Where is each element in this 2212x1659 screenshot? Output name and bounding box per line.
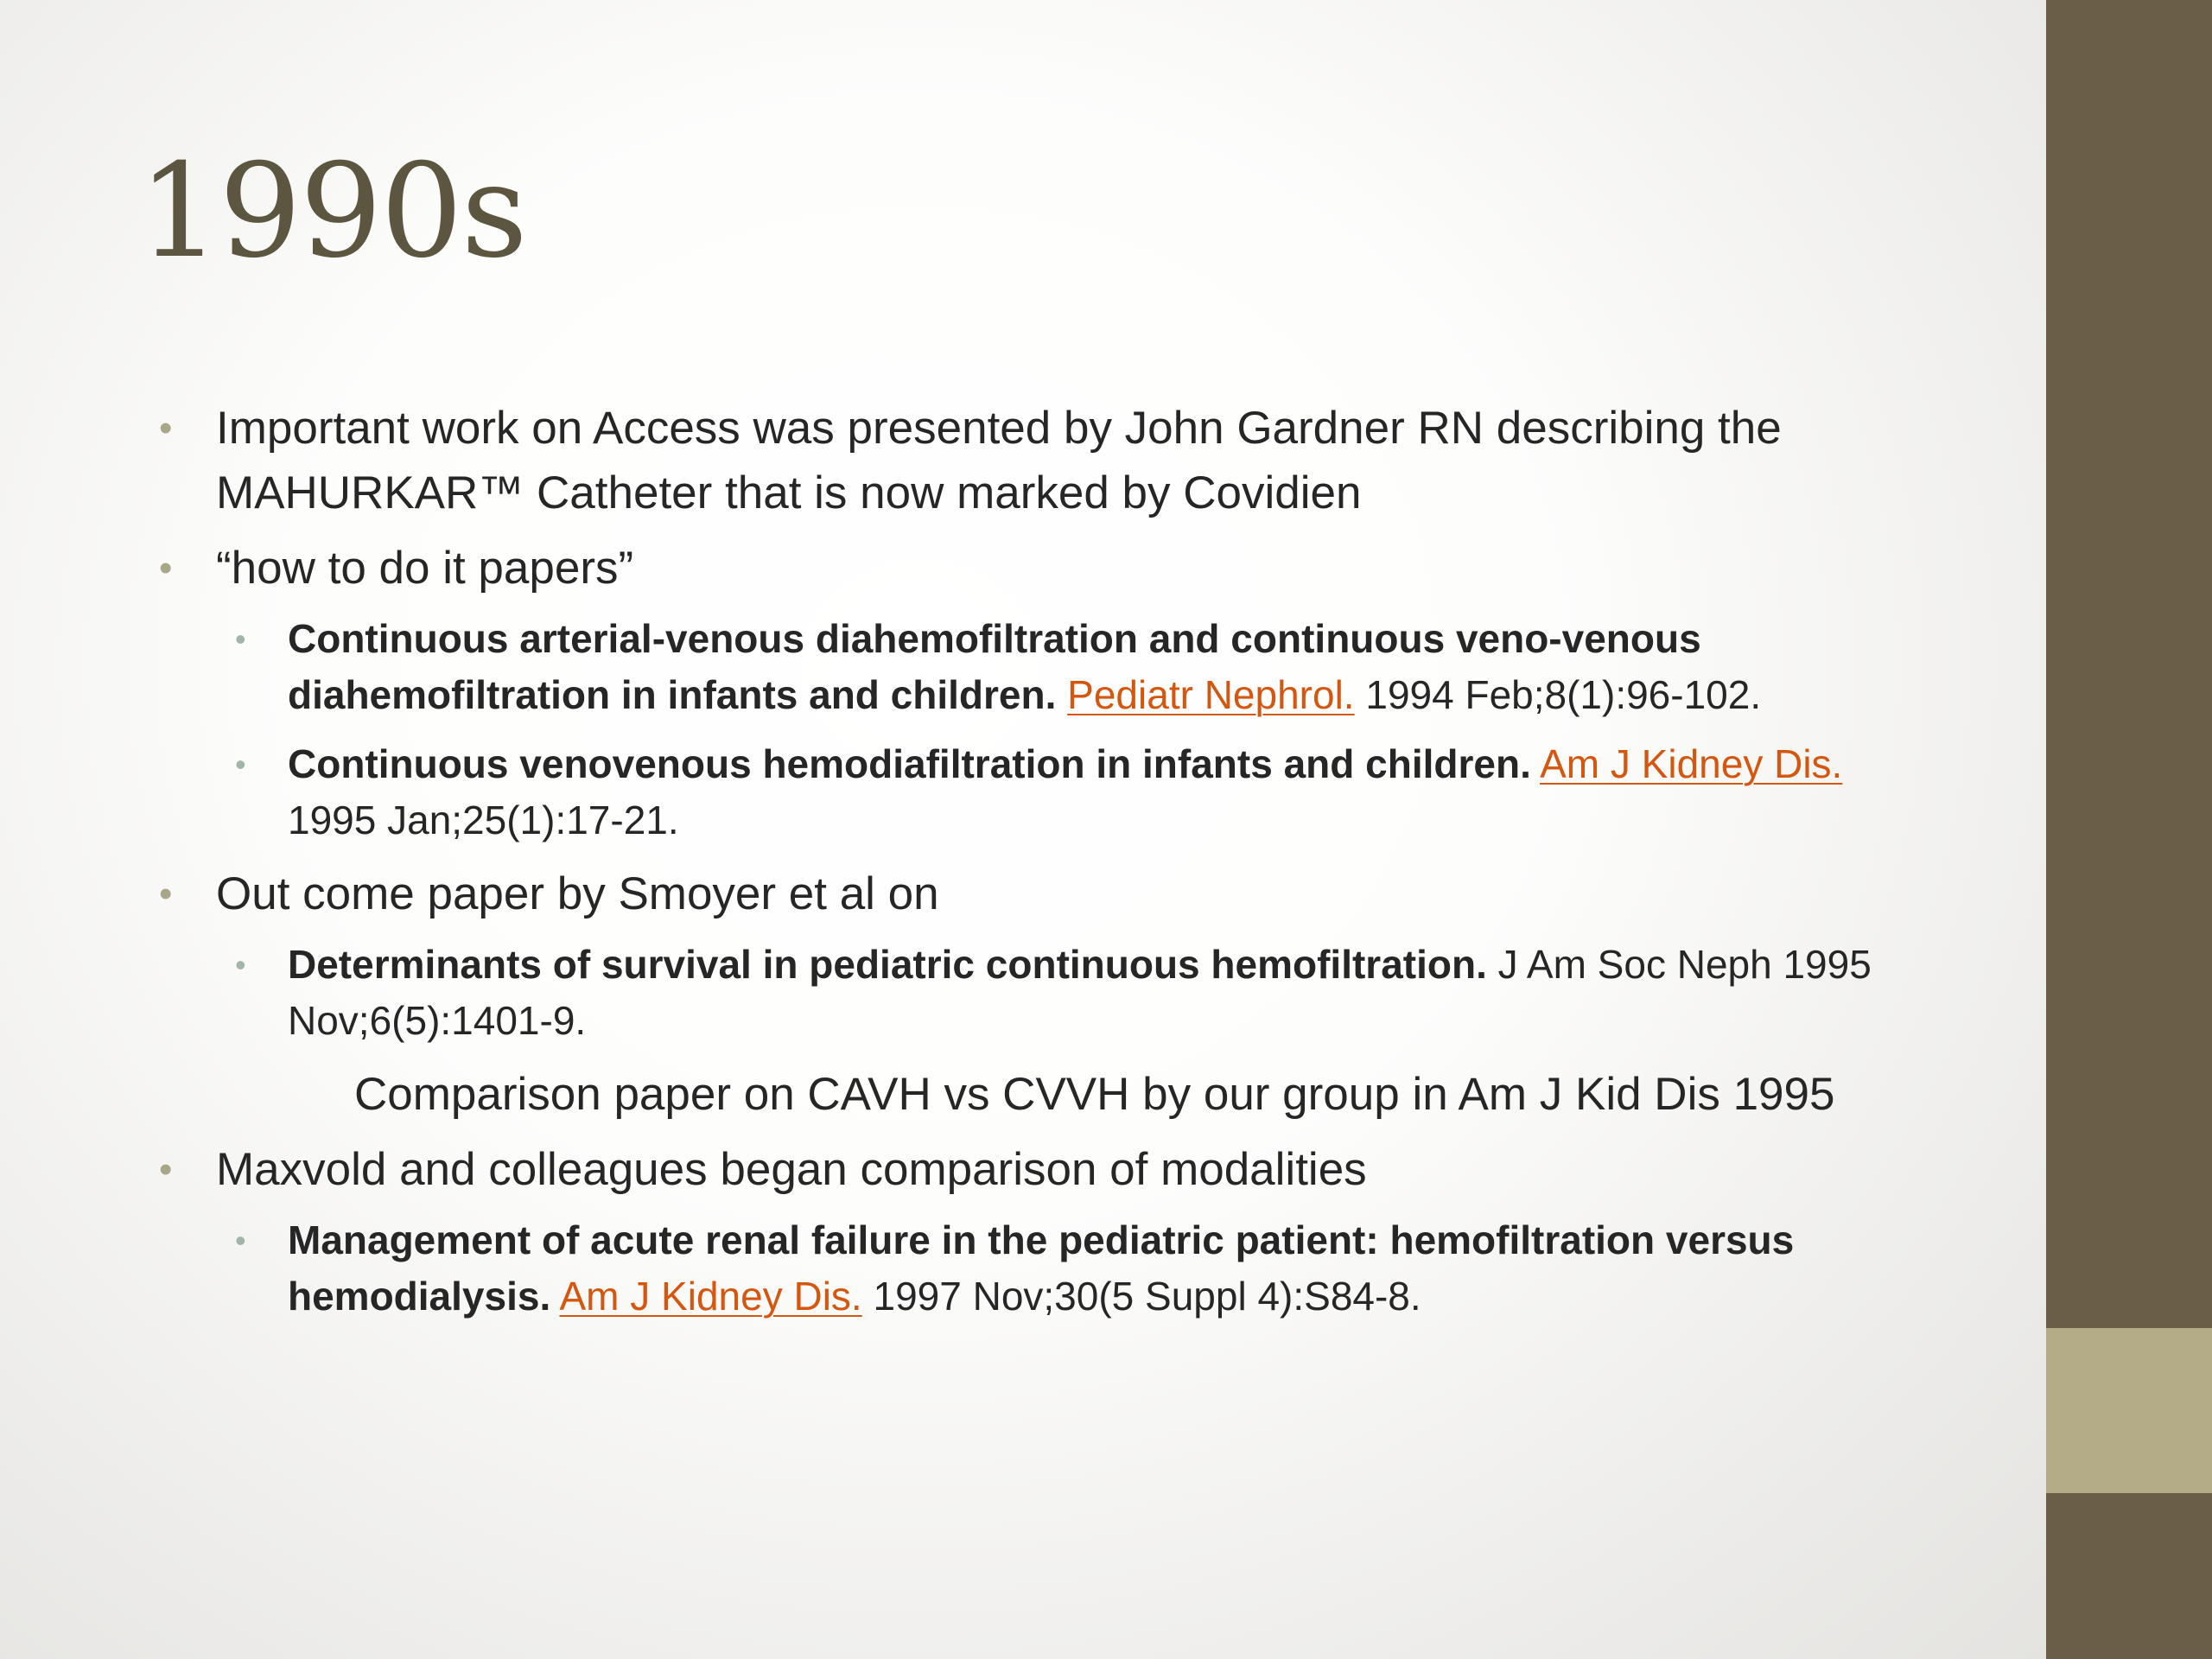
citation-details: 1995 Jan;25(1):17-21.: [288, 798, 679, 842]
bullet-how-to: [159, 536, 1936, 601]
citation-details: J Am Soc Neph 1995 Nov;6(5):1401-9.: [288, 942, 1872, 1043]
comparison-text: Comparison paper on CAVH vs CVVH by our group in Am J Kid Dis: [354, 1069, 1720, 1120]
sub-bullet-dot: •: [235, 1223, 246, 1258]
slide-title: 1990s: [138, 137, 526, 287]
bullet-text: Out come paper by Smoyer et al on: [216, 868, 939, 919]
citation-details: 1994 Feb;8(1):96-102.: [1365, 672, 1762, 717]
sub-bullet-arf: [235, 1212, 1938, 1325]
bullet-text: Important work on Access was presented by John Gardner RN describing the MAHURKAR™ Catheter that is now marked by Covidien: [216, 403, 1782, 518]
bullet-dot: •: [159, 1148, 173, 1191]
sub-bullet-dot: •: [235, 621, 246, 657]
comparison-year: 1995: [1732, 1069, 1835, 1120]
bullet-text: “how to do it papers”: [216, 543, 634, 594]
bullet-dot: •: [159, 547, 173, 589]
bullet-dot: •: [159, 873, 173, 915]
citation-title: Continuous arterial-venous diahemofiltration and continuous veno-venous diahemofiltration in infants and children.: [288, 616, 1701, 717]
bullet-gardner: [159, 396, 1936, 525]
bullet-maxvold: [159, 1137, 1936, 1202]
sub-bullet-dot: •: [235, 947, 246, 982]
side-accent-block: [2046, 1328, 2212, 1493]
comparison-line: [0, 1062, 2078, 1127]
sub-bullet-cavhdf: [235, 611, 1938, 723]
sub-bullet-cvvhdf: [235, 736, 1938, 849]
citation-title: Continuous venovenous hemodiafiltration in infants and children.: [288, 741, 1531, 786]
journal-link[interactable]: Am J Kidney Dis.: [1540, 741, 1843, 786]
citation-details: 1997 Nov;30(5 Suppl 4):S84-8.: [873, 1274, 1421, 1319]
slide-content: [0, 396, 1987, 1338]
journal-link[interactable]: Am J Kidney Dis.: [559, 1274, 862, 1319]
citation-title: Determinants of survival in pediatric continuous hemofiltration.: [288, 942, 1487, 987]
bullet-dot: •: [159, 407, 173, 449]
sub-bullet-dot: •: [235, 747, 246, 782]
bullet-text: Maxvold and colleagues began comparison of modalities: [216, 1144, 1367, 1195]
bullet-smoyer: [159, 861, 1936, 926]
sub-bullet-survival: [235, 937, 1938, 1049]
citation-title: Management of acute renal failure in the pediatric patient: hemofiltration versus hemodialysis.: [288, 1217, 1795, 1319]
journal-link[interactable]: Pediatr Nephrol.: [1067, 672, 1355, 717]
